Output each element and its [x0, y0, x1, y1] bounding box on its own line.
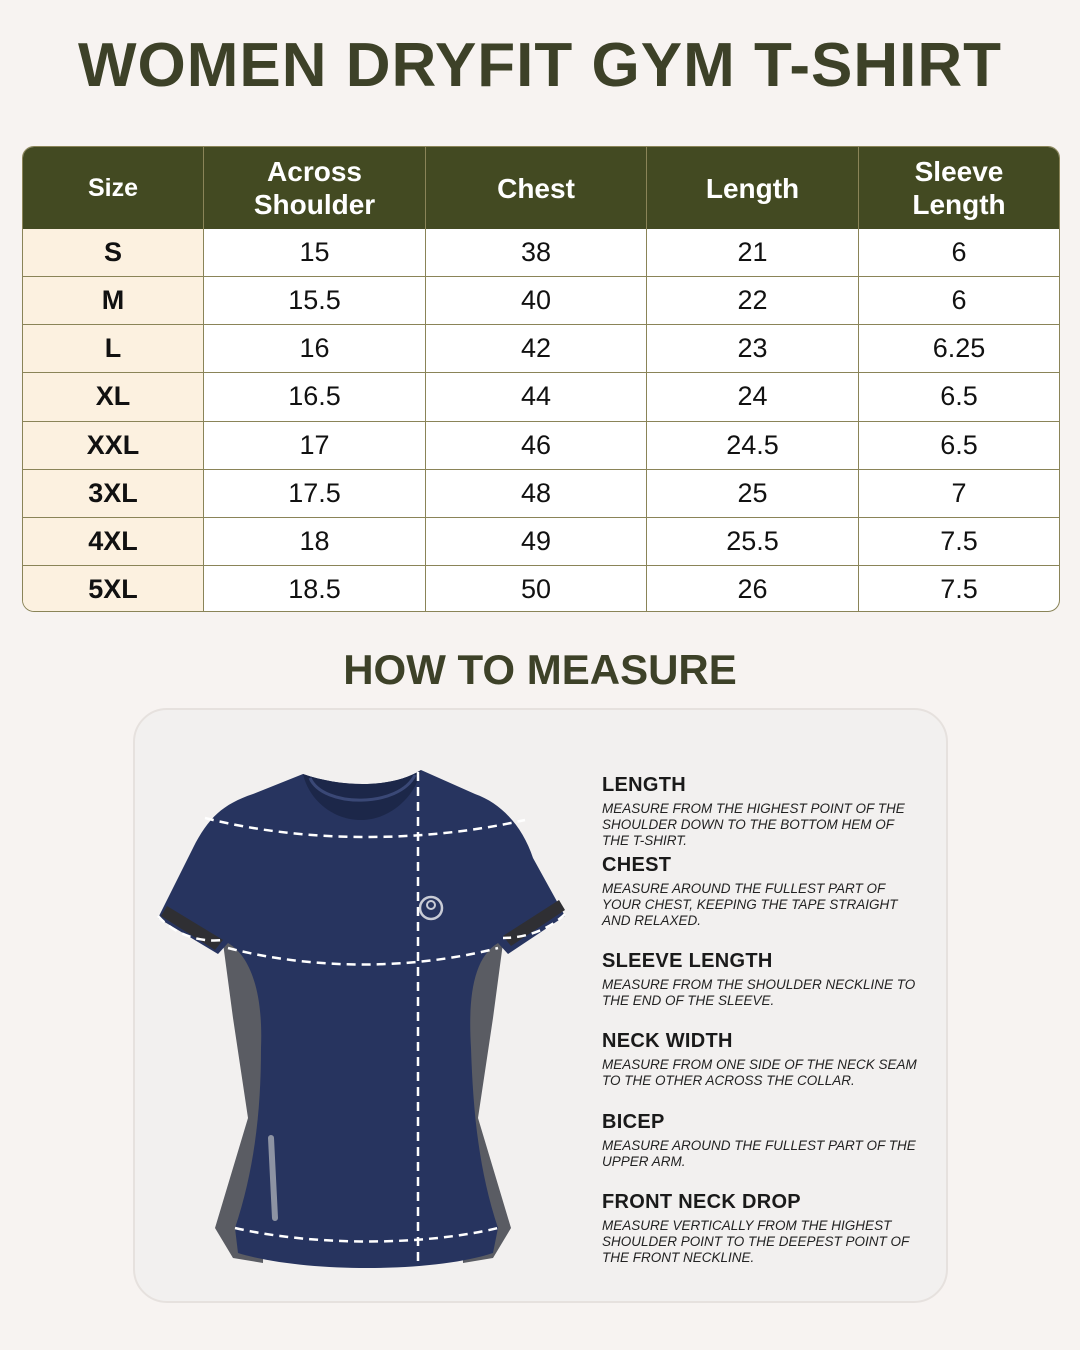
chest-cell: 40 — [426, 277, 647, 324]
length-cell: 25.5 — [647, 518, 859, 565]
table-row — [23, 372, 1059, 420]
shoulder-cell: 16 — [204, 325, 426, 372]
length-cell: 26 — [647, 566, 859, 612]
how-to-measure-title: HOW TO MEASURE — [343, 646, 737, 693]
size-chart-table — [22, 146, 1060, 612]
sleeve-cell: 7.5 — [940, 573, 978, 604]
size-cell: 4XL — [23, 518, 204, 565]
header-sleeve-length-line2: Length — [912, 189, 1006, 220]
size-cell: M — [23, 277, 204, 324]
chest-cell: 48 — [426, 470, 647, 517]
sleeve-cell: 6 — [951, 237, 967, 268]
sleeve-cell: 6.5 — [940, 429, 978, 460]
length-cell: 21 — [647, 229, 859, 276]
chest-cell: 42 — [426, 325, 647, 372]
step-title: FRONT NECK DROP — [602, 1191, 801, 1213]
header-sleeve-length — [859, 147, 1059, 229]
step-description: MEASURE FROM THE HIGHEST POINT OF THE SHOULDER DOWN TO THE BOTTOM HEM OF THE T-SHIRT. — [602, 801, 905, 848]
step-length — [602, 774, 922, 849]
sleeve-cell: 6.25 — [932, 333, 986, 364]
table-row — [23, 324, 1059, 372]
length-cell: 22 — [647, 277, 859, 324]
tshirt-illustration — [153, 758, 573, 1273]
sleeve-cell: 6.5 — [940, 381, 978, 412]
shoulder-cell: 15 — [204, 229, 426, 276]
step-description: MEASURE FROM THE SHOULDER NECKLINE TO THE END OF THE SLEEVE. — [602, 977, 916, 1008]
table-row — [23, 276, 1059, 324]
shoulder-cell: 16.5 — [204, 373, 426, 420]
header-chest: Chest — [426, 147, 647, 229]
step-title: BICEP — [602, 1111, 665, 1133]
size-cell: 3XL — [23, 470, 204, 517]
length-cell: 24.5 — [647, 422, 859, 469]
step-description: MEASURE VERTICALLY FROM THE HIGHEST SHOULDER POINT TO THE DEEPEST POINT OF THE FRONT NECKLINE. — [602, 1218, 910, 1265]
shoulder-cell: 17 — [204, 422, 426, 469]
shoulder-cell: 18 — [204, 518, 426, 565]
step-sleeve-length — [602, 950, 922, 1009]
length-cell: 23 — [647, 325, 859, 372]
table-row — [23, 229, 1059, 276]
sleeve-cell: 6 — [951, 285, 967, 316]
size-cell: L — [23, 325, 204, 372]
step-bicep — [602, 1111, 922, 1170]
step-description: MEASURE AROUND THE FULLEST PART OF THE UPPER ARM. — [602, 1138, 916, 1169]
chest-cell: 44 — [426, 373, 647, 420]
chest-cell: 38 — [426, 229, 647, 276]
table-row — [23, 565, 1059, 612]
step-title: CHEST — [602, 854, 672, 876]
table-row — [23, 469, 1059, 517]
size-cell: 5XL — [23, 566, 204, 612]
table-row — [23, 421, 1059, 469]
table-body — [23, 229, 1059, 612]
shoulder-cell: 18.5 — [204, 566, 426, 612]
step-title: LENGTH — [602, 774, 687, 796]
page-title: WOMEN DRYFIT GYM T-SHIRT — [77, 31, 1003, 100]
length-cell: 24 — [647, 373, 859, 420]
length-cell: 25 — [647, 470, 859, 517]
chest-cell: 46 — [426, 422, 647, 469]
table-header-row — [23, 147, 1059, 229]
step-description: MEASURE FROM ONE SIDE OF THE NECK SEAM TO THE OTHER ACROSS THE COLLAR. — [602, 1057, 917, 1088]
header-across-shoulder-line2: Shoulder — [253, 189, 376, 220]
chest-cell: 50 — [426, 566, 647, 612]
step-description: MEASURE AROUND THE FULLEST PART OF YOUR CHEST, KEEPING THE TAPE STRAIGHT AND RELAXED. — [602, 881, 898, 928]
shoulder-cell: 17.5 — [204, 470, 426, 517]
header-length: Length — [647, 147, 859, 229]
header-across-shoulder — [204, 147, 426, 229]
step-title: NECK WIDTH — [602, 1030, 733, 1052]
shoulder-cell: 15.5 — [204, 277, 426, 324]
header-across-shoulder-line1: Across — [267, 156, 362, 187]
step-neck-width — [602, 1030, 922, 1089]
header-size: Size — [23, 147, 204, 229]
header-sleeve-length-line1: Sleeve — [914, 156, 1004, 187]
size-cell: XXL — [23, 422, 204, 469]
size-cell: XL — [23, 373, 204, 420]
reflective-stripe — [271, 1138, 275, 1218]
sleeve-cell: 7 — [951, 477, 967, 508]
step-chest — [602, 854, 922, 929]
how-to-measure-card — [133, 708, 948, 1303]
sleeve-cell: 7.5 — [940, 525, 978, 556]
table-row — [23, 517, 1059, 565]
shirt-body — [158, 770, 565, 1268]
size-cell: S — [23, 229, 204, 276]
step-title: SLEEVE LENGTH — [602, 950, 773, 972]
step-front-neck-drop — [602, 1191, 922, 1266]
chest-cell: 49 — [426, 518, 647, 565]
